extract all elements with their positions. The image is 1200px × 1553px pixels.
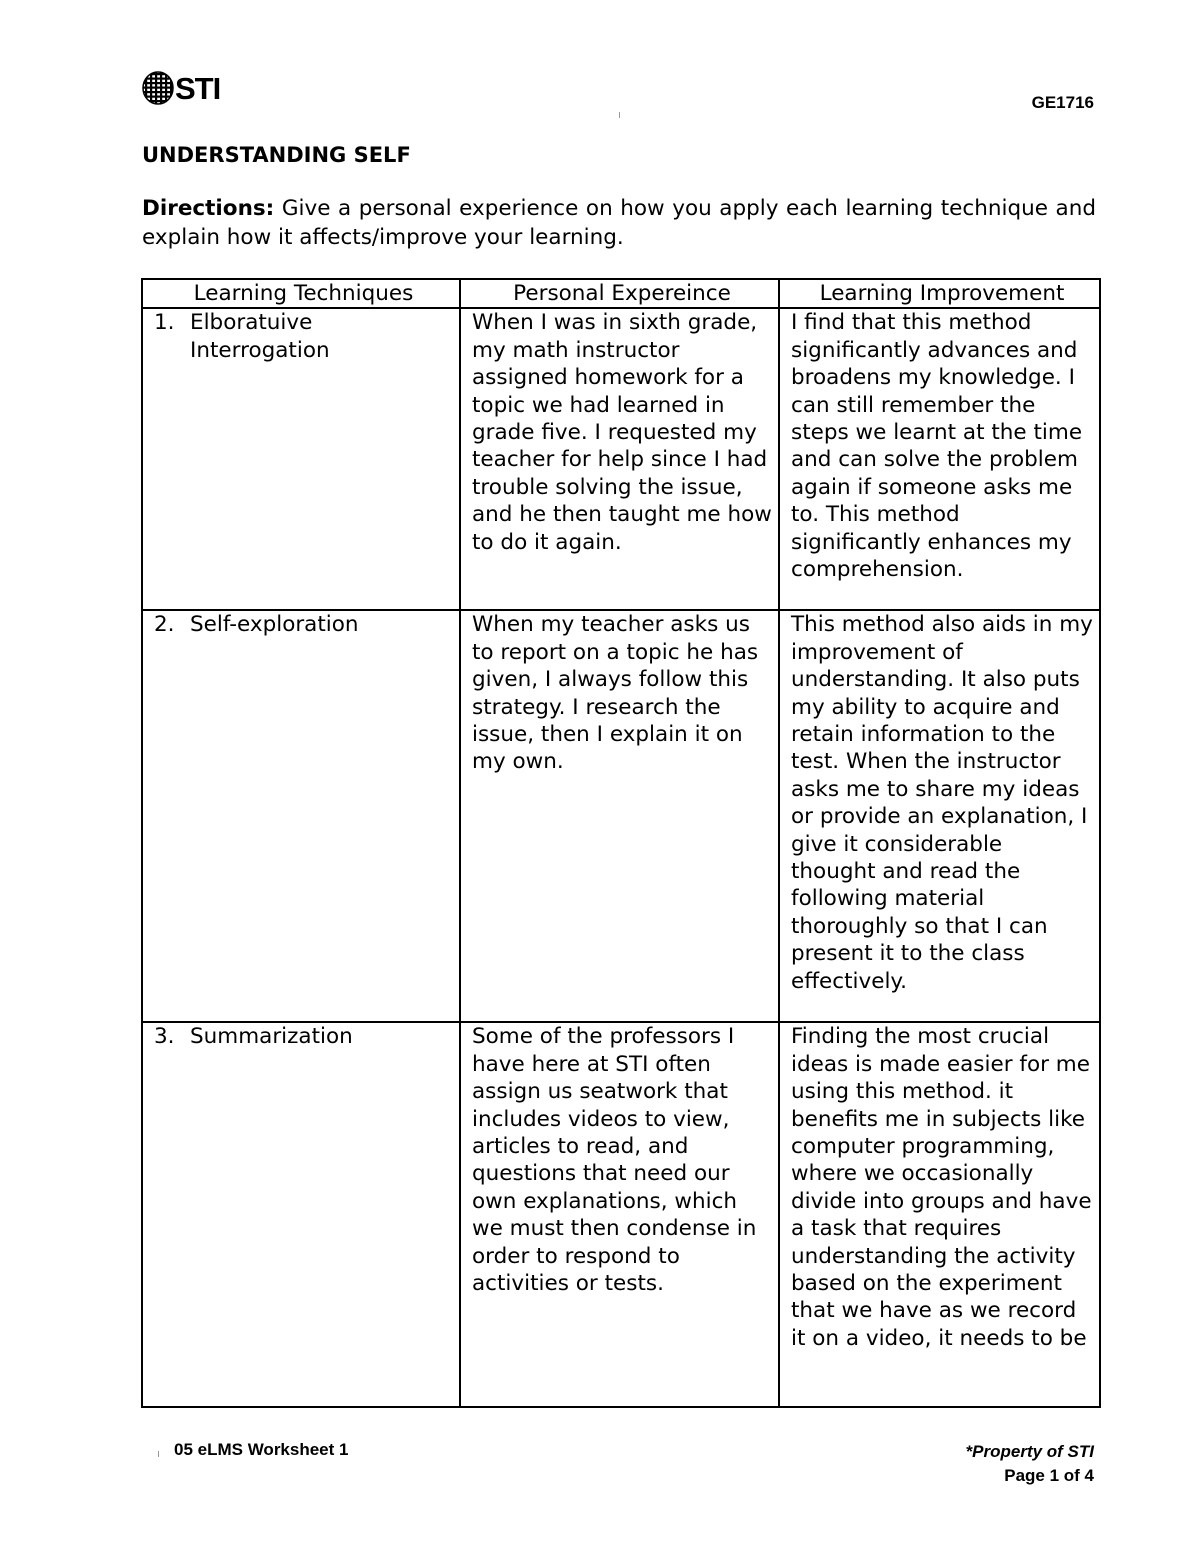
globe-icon <box>142 70 174 106</box>
experience-cell: When my teacher asks us to report on a topic he has given, I always follow this strategy. I research the issue, then I explain it on my own. <box>460 610 779 1022</box>
technique-number: 1. <box>154 310 175 336</box>
improvement-cell: I find that this method significantly advances and broadens my knowledge. I can still remember the steps we learnt at the time and can solve the problem again if someone asks me to. This method significantly enhances my comprehension. <box>779 308 1100 610</box>
technique-number: 2. <box>154 612 175 638</box>
sti-logo <box>142 70 220 106</box>
directions-label: Directions: <box>142 196 275 221</box>
directions-text: Give a personal experience on how you apply each learning technique and explain how it affects/improve your learning. <box>142 196 1096 250</box>
technique-cell <box>142 308 460 610</box>
directions <box>142 194 1096 252</box>
improvement-cell: Finding the most crucial ideas is made easier for me using this method. it benefits me in subjects like computer programming, where we occasionally divide into groups and have a task that requires understanding the activity based on the experiment that we have as we record it on a video, it needs to be <box>779 1022 1100 1407</box>
experience-cell: When I was in sixth grade, my math instructor assigned homework for a topic we had learned in grade five. I requested my teacher for help since I had trouble solving the issue, and he then taught me how to do it again. <box>460 308 779 610</box>
table-row <box>142 1022 1100 1407</box>
course-code: GE1716 <box>1031 93 1094 112</box>
property-notice: *Property of STI <box>965 1442 1094 1461</box>
column-header: Learning Techniques <box>142 279 460 308</box>
footer-tick-mark <box>158 1451 159 1457</box>
technique-name: Elboratuive Interrogation <box>190 310 330 363</box>
column-header: Personal Expereince <box>460 279 779 308</box>
technique-name: Self-exploration <box>190 612 359 638</box>
page-title: UNDERSTANDING SELF <box>142 143 411 167</box>
table-row <box>142 308 1100 610</box>
technique-number: 3. <box>154 1024 175 1050</box>
column-header: Learning Improvement <box>779 279 1100 308</box>
experience-cell: Some of the professors I have here at STI often assign us seatwork that includes videos to view, articles to read, and questions that need our own explanations, which we must then condense in order to respond to activities or tests. <box>460 1022 779 1407</box>
logo-text: STI <box>175 70 221 106</box>
learning-techniques-table <box>141 278 1101 1408</box>
technique-cell <box>142 1022 460 1407</box>
footer-right <box>966 1440 1094 1488</box>
technique-cell <box>142 610 460 1022</box>
table-header-row <box>142 279 1100 308</box>
improvement-cell: This method also aids in my improvement of understanding. It also puts my ability to acquire and retain information to the test. When the instructor asks me to share my ideas or provide an explanation, I give it considerable thought and read the following material thoroughly so that I can present it to the class effectively. <box>779 610 1100 1022</box>
worksheet-label: 05 eLMS Worksheet 1 <box>174 1440 349 1459</box>
header-tick-mark <box>619 112 620 118</box>
table-row <box>142 610 1100 1022</box>
technique-name: Summarization <box>190 1024 353 1050</box>
page-number: Page 1 of 4 <box>1004 1466 1094 1485</box>
